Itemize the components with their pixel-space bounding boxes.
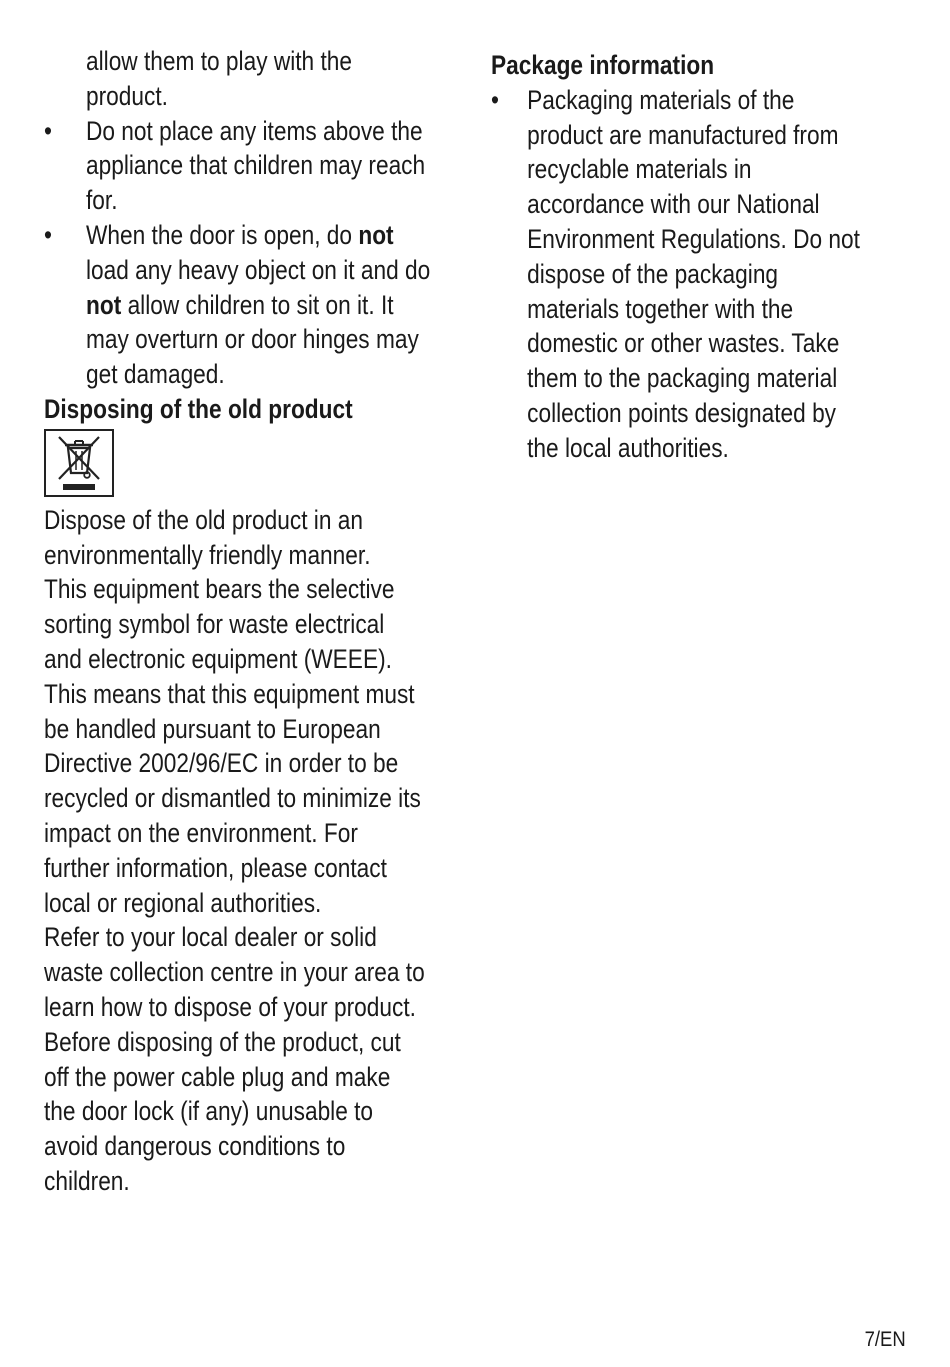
text-line: and electronic equipment (WEEE). <box>44 643 392 674</box>
text-line: Environment Regulations. Do not <box>527 223 860 254</box>
text-line: This equipment bears the selective <box>44 574 395 605</box>
text-line: the door lock (if any) unusable to <box>44 1096 374 1127</box>
emphasis-text: not <box>358 219 394 250</box>
text-line: load any heavy object on it and do <box>86 254 431 285</box>
text-line: Packaging materials of the <box>527 84 795 115</box>
text-line: be handled pursuant to European <box>44 713 381 744</box>
text-run: allow children to sit on it. It <box>121 289 394 320</box>
text-line: Do not place any items above the <box>86 115 423 146</box>
text-line: recycled or dismantled to minimize its <box>44 783 421 814</box>
text-line: recyclable materials in <box>527 154 752 185</box>
text-line: Refer to your local dealer or solid <box>44 922 377 953</box>
text-line: off the power cable plug and make <box>44 1061 391 1092</box>
text-line: children. <box>44 1165 130 1196</box>
disposal-heading: Disposing of the old product <box>44 393 353 424</box>
text-line <box>86 288 506 323</box>
text-line: them to the packaging material <box>527 363 838 394</box>
text-line: appliance that children may reach <box>86 150 426 181</box>
disposal-instructions-paragraph <box>44 920 464 1198</box>
text-line: get damaged. <box>86 359 225 390</box>
text-line: may overturn or door hinges may <box>86 324 419 355</box>
text-line: learn how to dispose of your product. <box>44 991 416 1022</box>
text-line: dispose of the packaging <box>527 258 779 289</box>
text-line: waste collection centre in your area to <box>44 957 425 988</box>
text-line: product. <box>86 80 168 111</box>
text-line: local or regional authorities. <box>44 887 322 918</box>
page-number: 7/EN <box>864 1328 906 1351</box>
text-line: environmentally friendly manner. <box>44 539 371 570</box>
bullet-icon: • <box>44 219 52 250</box>
intro-continuation <box>44 44 506 114</box>
text-line: collection points designated by <box>527 397 837 428</box>
package-heading: Package information <box>491 50 715 80</box>
text-line: further information, please contact <box>44 852 387 883</box>
text-line <box>86 218 506 253</box>
emphasis-text: not <box>86 289 122 320</box>
list-item <box>44 114 506 218</box>
text-line: This means that this equipment must <box>44 678 415 709</box>
text-line: the local authorities. <box>527 432 729 463</box>
text-line: impact on the environment. For <box>44 817 358 848</box>
left-column <box>44 44 464 1199</box>
bullet-icon: • <box>491 84 499 115</box>
text-line: Directive 2002/96/EC in order to be <box>44 748 399 779</box>
right-column <box>491 44 901 466</box>
text-line: accordance with our National <box>527 189 820 220</box>
text-line: materials together with the <box>527 293 794 324</box>
text-run: When the door is open, do <box>86 219 359 250</box>
text-line: for. <box>86 185 118 216</box>
disposal-paragraph <box>44 503 464 921</box>
text-line: product are manufactured from <box>527 119 839 150</box>
text-line: Before disposing of the product, cut <box>44 1026 401 1057</box>
text-line: sorting symbol for waste electrical <box>44 609 385 640</box>
list-item <box>491 83 939 466</box>
text-line: Dispose of the old product in an <box>44 504 363 535</box>
text-line: avoid dangerous conditions to <box>44 1131 346 1162</box>
list-item <box>44 218 506 392</box>
bullet-icon: • <box>44 115 52 146</box>
crossed-out-wheelie-bin-icon <box>44 429 114 497</box>
text-line: domestic or other wastes. Take <box>527 328 840 359</box>
text-line: allow them to play with the <box>86 46 353 76</box>
